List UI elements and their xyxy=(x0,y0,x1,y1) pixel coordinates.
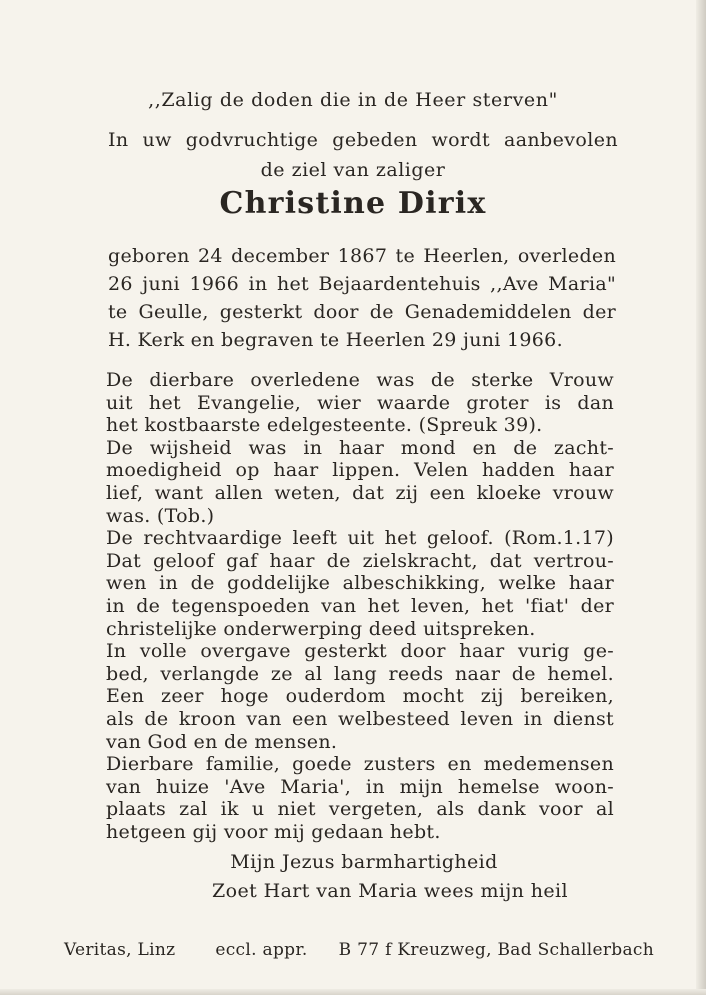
motto: ,,Zalig de doden die in de Heer sterven" xyxy=(148,89,558,111)
text-line: lief, want allen weten, dat zij een kloeke vrouw xyxy=(106,481,614,504)
text-line: christelijke onderwerping deed uitspreken. xyxy=(106,617,536,640)
text-line: De rechtvaardige leeft uit het geloof. (Rom.1.17) xyxy=(106,527,614,550)
prayer-line: Mijn Jezus barmhartigheid xyxy=(230,851,498,873)
deceased-name: Christine Dirix xyxy=(219,186,487,221)
eulogy-paragraph xyxy=(106,640,614,753)
card-bottom-edge xyxy=(0,989,706,995)
publisher: Veritas, Linz xyxy=(64,940,176,960)
print-reference: B 77 f Kreuzweg, Bad Schallerbach xyxy=(338,940,654,960)
eulogy-paragraph xyxy=(106,753,614,843)
eulogy-text xyxy=(106,369,614,843)
bio-line: geboren 24 december 1867 te Heerlen, overleden xyxy=(108,245,616,267)
bio-line: te Geulle, gesterkt door de Genademiddelen der xyxy=(108,301,616,323)
printer-footer xyxy=(64,940,654,960)
text-line: was. (Tob.) xyxy=(106,504,215,527)
bio-line: H. Kerk en begraven te Heerlen 29 juni 1966. xyxy=(108,329,563,351)
text-line: van huize 'Ave Maria', in mijn hemelse woon- xyxy=(106,775,614,798)
eulogy-paragraph xyxy=(106,369,614,437)
text-line: hetgeen gij voor mij gedaan hebt. xyxy=(106,820,441,843)
text-line: Dat geloof gaf haar de zielskracht, dat vertrou- xyxy=(106,549,614,572)
text-line: Dierbare familie, goede zusters en medemensen xyxy=(106,753,614,776)
text-line: als de kroon van een welbesteed leven in dienst xyxy=(106,707,614,730)
text-line: wen in de goddelijke albeschikking, welke haar xyxy=(106,572,614,595)
prayer-line: Zoet Hart van Maria wees mijn heil xyxy=(212,880,568,902)
biography xyxy=(108,242,616,354)
text-line: van God en de mensen. xyxy=(106,730,338,753)
card-header xyxy=(0,86,706,184)
text-line: bed, verlangde ze al lang reeds naar de hemel. xyxy=(106,662,614,685)
bio-line: 26 juni 1966 in het Bejaardentehuis ,,Ave Maria" xyxy=(108,273,616,295)
text-line: moedigheid op haar lippen. Velen hadden haar xyxy=(106,459,614,482)
text-line: De dierbare overledene was de sterke Vrouw xyxy=(106,369,614,391)
text-line: In volle overgave gesterkt door haar vurig ge- xyxy=(106,640,614,663)
ecclesiastical-approval: eccl. appr. xyxy=(215,940,308,960)
text-line: in de tegenspoeden van het leven, het 'fiat' der xyxy=(106,594,614,617)
recommendation-line: In uw godvruchtige gebeden wordt aanbevolen xyxy=(108,129,618,151)
eulogy-paragraph xyxy=(106,437,614,527)
text-line: plaats zal ik u niet vergeten, als dank voor al xyxy=(106,798,614,821)
eulogy-paragraph xyxy=(106,527,614,640)
text-line: het kostbaarste edelgesteente. (Spreuk 39). xyxy=(106,414,543,437)
text-line: De wijsheid was in haar mond en de zacht- xyxy=(106,436,614,459)
text-line: uit het Evangelie, wier waarde groter is dan xyxy=(106,391,614,414)
closing-prayer xyxy=(0,848,706,906)
text-line: Een zeer hoge ouderdom mocht zij bereiken, xyxy=(106,685,614,708)
soul-line: de ziel van zaliger xyxy=(260,159,446,181)
